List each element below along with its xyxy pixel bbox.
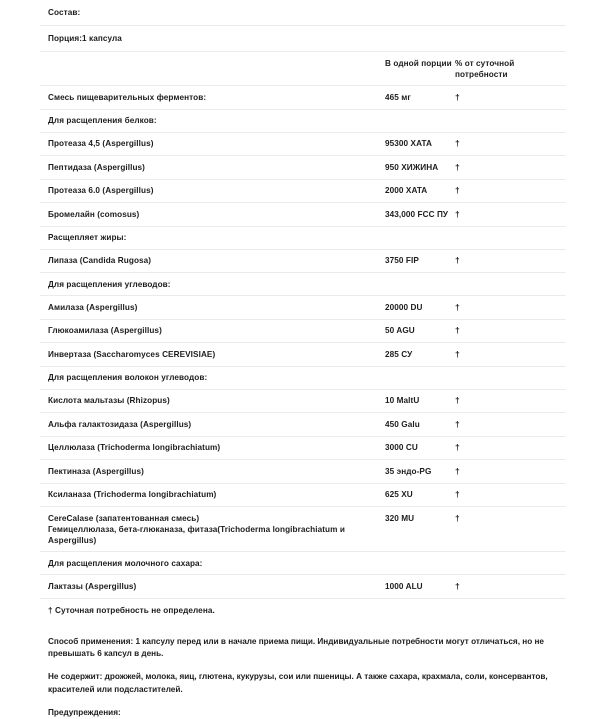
nutrient-amount — [385, 552, 455, 575]
nutrient-amount: 625 XU — [385, 490, 413, 500]
nutrient-amount — [385, 226, 455, 249]
nutrient-name: Альфа галактозидаза (Aspergillus) — [48, 419, 192, 429]
nutrient-name: Бромелайн (comosus) — [48, 209, 140, 219]
nutrient-amount — [385, 273, 455, 296]
table-row — [40, 366, 566, 389]
column-header-name — [40, 52, 385, 86]
nutrient-daily-value: † — [455, 512, 460, 523]
nutrient-name: Амилаза (Aspergillus) — [48, 302, 138, 312]
nutrient-name: CereCalase (запатентованная смесь) Гемицеллюлаза, бета-глюканаза, фитаза(Trichoderma longibrachiatum и Aspergillus) — [48, 513, 345, 545]
nutrient-daily-value: † — [455, 465, 460, 476]
table-row — [40, 575, 566, 598]
table-row — [40, 156, 566, 179]
nutrient-name: Лактазы (Aspergillus) — [48, 581, 137, 591]
nutrient-daily-value — [455, 552, 566, 575]
nutrient-daily-value: † — [455, 301, 460, 312]
nutrient-daily-value: † — [455, 185, 460, 196]
nutrient-name: Глюкоамилаза (Aspergillus) — [48, 326, 162, 336]
table-body — [40, 0, 566, 86]
nutrient-name: Для расщепления белков: — [48, 116, 157, 126]
table-row — [40, 296, 566, 319]
nutrient-daily-value: † — [455, 91, 460, 102]
nutrient-name: Для расщепления волокон углеводов: — [48, 373, 208, 383]
nutrient-daily-value: † — [455, 161, 460, 172]
nutrient-daily-value: † — [455, 208, 460, 219]
serving-size-dv — [455, 26, 566, 52]
supplement-facts-table — [40, 0, 566, 622]
table-header-row — [40, 52, 566, 86]
table-row — [40, 203, 566, 226]
nutrient-amount — [385, 366, 455, 389]
nutrient-daily-value: † — [455, 580, 460, 591]
nutrient-amount: 320 MU — [385, 513, 415, 523]
nutrient-daily-value: † — [455, 395, 460, 406]
serving-size-amount — [385, 26, 455, 52]
nutrient-name: Смесь пищеварительных ферментов: — [48, 92, 207, 102]
nutrient-amount: 95300 XATA — [385, 139, 432, 149]
nutrient-daily-value: † — [455, 138, 460, 149]
nutrient-daily-value: † — [455, 348, 460, 359]
nutrient-name: Целлюлаза (Trichoderma longibrachiatum) — [48, 443, 221, 453]
nutrient-name: Пектиназа (Aspergillus) — [48, 466, 144, 476]
nutrient-daily-value: † — [455, 489, 460, 500]
table-row — [40, 552, 566, 575]
nutrient-name: Для расщепления углеводов: — [48, 279, 171, 289]
nutrient-daily-value — [455, 273, 566, 296]
table-row — [40, 507, 566, 552]
nutrient-amount: 50 AGU — [385, 326, 415, 336]
table-row — [40, 132, 566, 155]
table-row-footnote — [40, 598, 566, 622]
nutrient-name: Расщепляет жиры: — [48, 233, 127, 243]
nutrient-amount: 1000 ALU — [385, 581, 423, 591]
nutrient-name: Ксиланаза (Trichoderma longibrachiatum) — [48, 490, 217, 500]
note-paragraph: Не содержит: дрожжей, молока, яиц, глютена, кукурузы, сои или пшеницы. А также сахара, крахмала, соли, консервантов, красителей или подсластителей. — [48, 672, 548, 694]
nutrient-amount — [385, 109, 455, 132]
ingredients-heading-amount — [385, 0, 455, 26]
nutrient-amount: 465 мг — [385, 92, 411, 102]
table-row-ingredients-heading — [40, 0, 566, 26]
table-row — [40, 226, 566, 249]
table-row — [40, 86, 566, 109]
table-row — [40, 460, 566, 483]
table-row — [40, 249, 566, 272]
ingredients-heading-label: Состав: — [48, 8, 81, 17]
column-header-amount: В одной порции — [385, 58, 452, 68]
table-row — [40, 109, 566, 132]
nutrient-daily-value: † — [455, 325, 460, 336]
nutrient-amount: 3000 CU — [385, 443, 418, 453]
nutrient-amount: 285 СУ — [385, 349, 413, 359]
nutrient-amount: 3750 FIP — [385, 256, 419, 266]
nutrient-name: Липаза (Candida Rugosa) — [48, 256, 152, 266]
nutrient-amount: 2000 XATA — [385, 186, 428, 196]
nutrient-daily-value: † — [455, 418, 460, 429]
table-row — [40, 179, 566, 202]
footnote-text: † Суточная потребность не определена. — [48, 605, 215, 615]
table-row — [40, 273, 566, 296]
note-paragraph: Способ применения: 1 капсулу перед или в начале приема пищи. Индивидуальные потребности могут отличаться, но не превышать 6 капсул в день. — [48, 636, 544, 659]
table-row — [40, 343, 566, 366]
nutrient-amount: 35 эндо-PG — [385, 466, 432, 476]
nutrient-daily-value — [455, 226, 566, 249]
nutrient-amount: 343,000 FCC ПУ — [385, 209, 449, 219]
table-row-serving-size — [40, 26, 566, 52]
nutrient-rows-body — [40, 86, 566, 599]
nutrient-daily-value — [455, 366, 566, 389]
note-paragraph: Предупреждения: — [48, 708, 121, 718]
nutrient-amount: 10 MaltU — [385, 396, 420, 406]
table-row — [40, 483, 566, 506]
nutrient-name: Протеаза 4,5 (Aspergillus) — [48, 139, 154, 149]
notes-block — [48, 636, 560, 719]
nutrient-name: Протеаза 6.0 (Aspergillus) — [48, 186, 154, 196]
nutrient-amount: 450 Galu — [385, 419, 420, 429]
nutrient-name: Пептидаза (Aspergillus) — [48, 162, 145, 172]
ingredients-heading-dv — [455, 0, 566, 26]
nutrient-daily-value — [455, 109, 566, 132]
table-row — [40, 413, 566, 436]
nutrient-amount: 950 ХИЖИНА — [385, 162, 439, 172]
serving-size-label: Порция:1 капсула — [48, 34, 122, 44]
nutrient-daily-value: † — [455, 442, 460, 453]
table-row — [40, 319, 566, 342]
nutrient-daily-value: † — [455, 255, 460, 266]
column-header-daily-value: % от суточной потребности — [455, 58, 515, 79]
nutrient-name: Для расщепления молочного сахара: — [48, 558, 203, 568]
footnote-body — [40, 598, 566, 622]
table-row — [40, 436, 566, 459]
nutrient-name: Кислота мальтазы (Rhizopus) — [48, 396, 170, 406]
nutrient-amount: 20000 DU — [385, 302, 423, 312]
table-row — [40, 389, 566, 412]
nutrient-name: Инвертаза (Saccharomyces CEREVISIAE) — [48, 349, 216, 359]
